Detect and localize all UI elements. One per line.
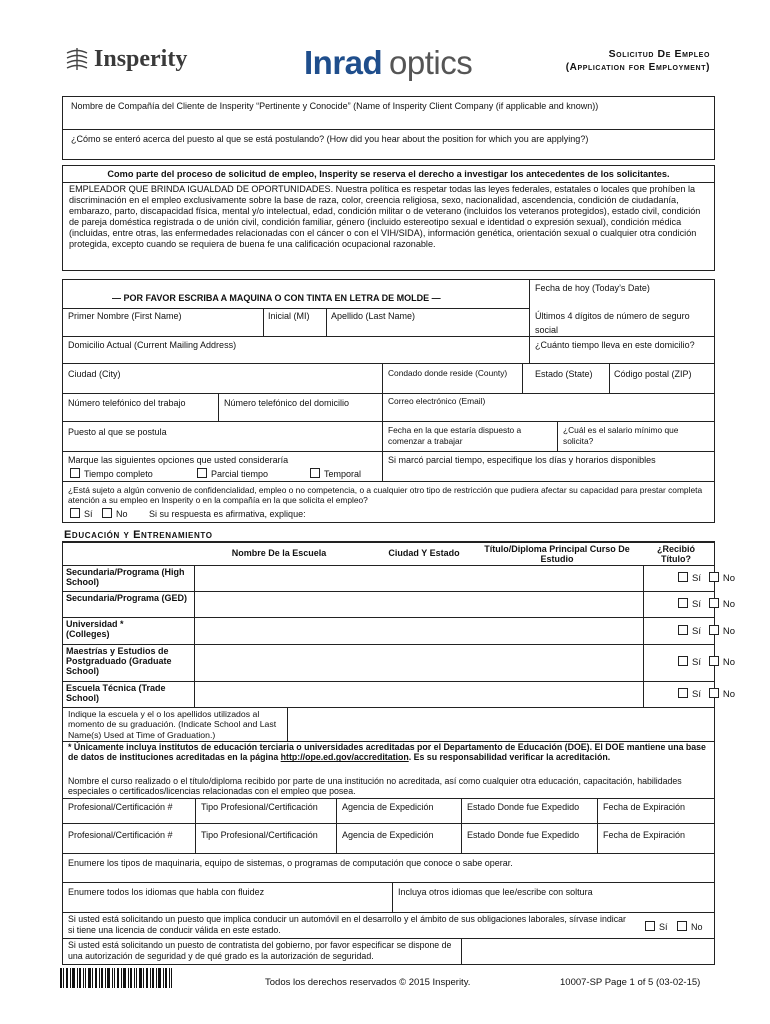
eoe-statement: EMPLEADOR QUE BRINDA IGUALDAD DE OPORTUNIDADES. Nuestra política es respetar todas las leyes federales, estatales o locales que prohíben la discriminación en el empleo exclusivamente sobre la base de raza, color, creencia religiosa, sexo, nacionalidad, ascendencia, condición de ciudadanía, embarazo, parto, discapacidad física, mental y/o intelectual, edad, condición militar o de veterano (incluidos los veteranos protegidos), estado civil, condición de pareja doméstica registrada o de unión civil, condición familiar, género (incluido estereotipo sexual e identidad o expresión sexual), condición médica (incluidas, entre otras, las enfermedades relacionadas con el cáncer o con el VIH/SIDA), información genética, orientación sexual o cualquier otra condición protegida, excepto cuando se requiera de buena fe una calificación ocupacional razonable. bbox=[69, 184, 701, 249]
trade-no-checkbox[interactable] bbox=[709, 688, 719, 698]
how-long-address-field[interactable]: ¿Cuánto tiempo lleva en este domicilio? bbox=[535, 340, 695, 350]
initial-field[interactable]: Inicial (MI) bbox=[268, 311, 310, 321]
cert1-type-field[interactable]: Tipo Profesional/Certificación bbox=[201, 802, 318, 812]
last-name-field[interactable]: Apellido (Last Name) bbox=[331, 311, 416, 321]
option-full-time[interactable]: Tiempo completo bbox=[70, 468, 153, 480]
how-heard-label: ¿Cómo se enteró acerca del puesto al que se está postulando? (How did you hear about the position for which you are applying?) bbox=[71, 134, 589, 144]
ged-yes-checkbox[interactable] bbox=[678, 598, 688, 608]
cert2-number-field[interactable]: Profesional/Certificación # bbox=[68, 830, 173, 840]
noncompete-no-checkbox[interactable] bbox=[102, 508, 112, 518]
first-name-field[interactable]: Primer Nombre (First Name) bbox=[68, 311, 182, 321]
ssn-last4-field[interactable]: Últimos 4 dígitos de número de seguro social bbox=[535, 311, 690, 335]
ged-no-checkbox[interactable] bbox=[709, 598, 719, 608]
cert1-expiration-field[interactable]: Fecha de Expiración bbox=[603, 802, 686, 812]
cert1-state-field[interactable]: Estado Donde fue Expedido bbox=[467, 802, 580, 812]
edu-level-label: Secundaria/Programa (GED) bbox=[66, 593, 188, 603]
form-title: Solicitud De Empleo bbox=[608, 48, 710, 60]
insperity-emblem-icon bbox=[64, 46, 90, 72]
noncompete-yes[interactable]: Sí bbox=[70, 508, 93, 520]
grad-no-checkbox[interactable] bbox=[709, 656, 719, 666]
work-options-label: Marque las siguientes opciones que usted consideraría bbox=[68, 455, 289, 465]
edu-level-label: Maestrías y Estudios de Postgraduado (Graduate School) bbox=[66, 646, 172, 677]
position-field[interactable]: Puesto al que se postula bbox=[68, 427, 167, 437]
machinery-field[interactable]: Enumere los tipos de maquinaria, equipo de sistemas, o programas de computación que conoce o sabe operar. bbox=[68, 858, 513, 868]
option-part-time[interactable]: Parcial tiempo bbox=[197, 468, 268, 480]
noncompete-question: ¿Está sujeto a algún convenio de confidencialidad, empleo o no competencia, o a cualquier otro tipo de restricción que pudiera afectar su capacidad para prestar completa atención a su empleo en Insperity o en la compañía en la que solicita el empleo? bbox=[68, 485, 703, 506]
doe-accreditation-note: * Únicamente incluya institutos de educación terciaria o universidades acreditadas por el Departamento de Educación (DOE). El DOE mantiene una base de datos de instituciones acreditadas en la página http://ope.ed.gov/accreditation. Es su responsabilidad verificar la acreditación. bbox=[68, 742, 706, 763]
driving-yes[interactable]: Sí bbox=[645, 921, 668, 933]
part-time-checkbox[interactable] bbox=[197, 468, 207, 478]
driving-no-checkbox[interactable] bbox=[677, 921, 687, 931]
col-received-header: ¿Recibió Título? bbox=[656, 544, 695, 565]
barcode-icon bbox=[60, 968, 172, 988]
state-field[interactable]: Estado (State) bbox=[535, 369, 593, 379]
cert2-type-field[interactable]: Tipo Profesional/Certificación bbox=[201, 830, 318, 840]
driving-license-question: Si usted está solicitando un puesto que implica conducir un automóvil en el desarrollo y el ámbito de sus obligaciones laborales, sírvase indicar si tiene una licencia de conducir válida en este estado. bbox=[68, 914, 626, 935]
min-salary-field[interactable]: ¿Cuál es el salario mínimo que solicita? bbox=[563, 425, 679, 446]
languages-spoken-field[interactable]: Enumere todos los idiomas que habla con fluidez bbox=[68, 887, 265, 897]
edu-level-label: Secundaria/Programa (High School) bbox=[66, 567, 185, 588]
email-field[interactable]: Correo electrónico (Email) bbox=[388, 396, 486, 406]
col-city-state-header: Ciudad Y Estado bbox=[388, 548, 460, 558]
edu-level-label: Escuela Técnica (Trade School) bbox=[66, 683, 166, 704]
form-subtitle: (Application for Employment) bbox=[565, 62, 710, 73]
hs-yes-checkbox[interactable] bbox=[678, 572, 688, 582]
other-courses-note: Nombre el curso realizado o el título/diploma recibido por parte de una institución no acreditada, así como cualquier otra educación, capacitación, habilidades especiales o certificados/licencias relacionadas con el empleo que posea. bbox=[68, 776, 682, 797]
col-school-header: Nombre De la Escuela bbox=[231, 548, 327, 558]
full-time-checkbox[interactable] bbox=[70, 468, 80, 478]
insperity-wordmark: Insperity bbox=[94, 46, 188, 72]
background-check-notice: Como parte del proceso de solicitud de empleo, Insperity se reserva el derecho a investigar los antecedentes de los solicitantes. bbox=[107, 169, 670, 179]
temporary-checkbox[interactable] bbox=[310, 468, 320, 478]
inrad-optics-logo bbox=[304, 40, 484, 88]
doe-accreditation-link[interactable]: http://ope.ed.gov/accreditation bbox=[280, 752, 409, 763]
cert2-expiration-field[interactable]: Fecha de Expiración bbox=[603, 830, 686, 840]
names-used-note: Indique la escuela y el o los apellidos utilizados al momento de su graduación. (Indicate School and Last Name(s) Used at Time of Graduation.) bbox=[68, 709, 277, 740]
cert1-agency-field[interactable]: Agencia de Expedición bbox=[342, 802, 434, 812]
noncompete-no[interactable]: No bbox=[102, 508, 128, 520]
start-date-field[interactable]: Fecha en la que estaría dispuesto a comenzar a trabajar bbox=[388, 425, 522, 446]
education-section-title: Educación y Entrenamiento bbox=[64, 529, 213, 541]
work-phone-field[interactable]: Número telefónico del trabajo bbox=[68, 398, 186, 408]
part-time-days-field[interactable]: Si marcó parcial tiempo, especifique los días y horarios disponibles bbox=[388, 455, 656, 465]
cert2-state-field[interactable]: Estado Donde fue Expedido bbox=[467, 830, 580, 840]
county-field[interactable]: Condado donde reside (County) bbox=[388, 368, 508, 378]
eoe-notice-box bbox=[62, 165, 715, 271]
noncompete-explain-field[interactable]: Si su respuesta es afirmativa, explique: bbox=[149, 509, 306, 519]
print-instruction: — POR FAVOR ESCRIBA A MAQUINA O CON TINTA EN LETRA DE MOLDE — bbox=[112, 293, 441, 303]
inrad-wordmark: Inrad bbox=[304, 44, 383, 81]
college-no-checkbox[interactable] bbox=[709, 625, 719, 635]
footer-page-info: 10007-SP Page 1 of 5 (03-02-15) bbox=[560, 977, 701, 988]
col-degree-header: Título/Diploma Principal Curso De Estudio bbox=[484, 544, 630, 565]
security-clearance-question: Si usted está solicitando un puesto de contratista del gobierno, por favor especificar se dispone de una autorización de seguridad y de qué grado es la autorización de seguridad. bbox=[68, 940, 452, 961]
edu-level-label: Universidad * (Colleges) bbox=[66, 619, 124, 640]
college-yes-checkbox[interactable] bbox=[678, 625, 688, 635]
option-temporary[interactable]: Temporal bbox=[310, 468, 361, 480]
driving-no[interactable]: No bbox=[677, 921, 703, 933]
driving-yes-checkbox[interactable] bbox=[645, 921, 655, 931]
hs-no-checkbox[interactable] bbox=[709, 572, 719, 582]
home-phone-field[interactable]: Número telefónico del domicilio bbox=[224, 398, 350, 408]
todays-date-field[interactable]: Fecha de hoy (Today’s Date) bbox=[535, 283, 650, 293]
trade-yes-checkbox[interactable] bbox=[678, 688, 688, 698]
languages-other-field[interactable]: Incluya otros idiomas que lee/escribe con soltura bbox=[398, 887, 593, 897]
optics-wordmark: optics bbox=[389, 44, 473, 81]
mailing-address-field[interactable]: Domicilio Actual (Current Mailing Address) bbox=[68, 340, 237, 350]
how-heard-field[interactable] bbox=[62, 129, 715, 160]
zip-field[interactable]: Código postal (ZIP) bbox=[614, 369, 692, 379]
city-field[interactable]: Ciudad (City) bbox=[68, 369, 121, 379]
insperity-logo bbox=[64, 42, 204, 76]
cert1-number-field[interactable]: Profesional/Certificación # bbox=[68, 802, 173, 812]
client-company-field[interactable] bbox=[62, 96, 715, 130]
noncompete-yes-checkbox[interactable] bbox=[70, 508, 80, 518]
grad-yes-checkbox[interactable] bbox=[678, 656, 688, 666]
client-company-label: Nombre de Compañía del Cliente de Insperity “Pertinente y Conocide” (Name of Insperity Client Company (if applicable and known)) bbox=[71, 101, 599, 111]
cert2-agency-field[interactable]: Agencia de Expedición bbox=[342, 830, 434, 840]
footer-copyright: Todos los derechos reservados © 2015 Insperity. bbox=[265, 977, 471, 988]
